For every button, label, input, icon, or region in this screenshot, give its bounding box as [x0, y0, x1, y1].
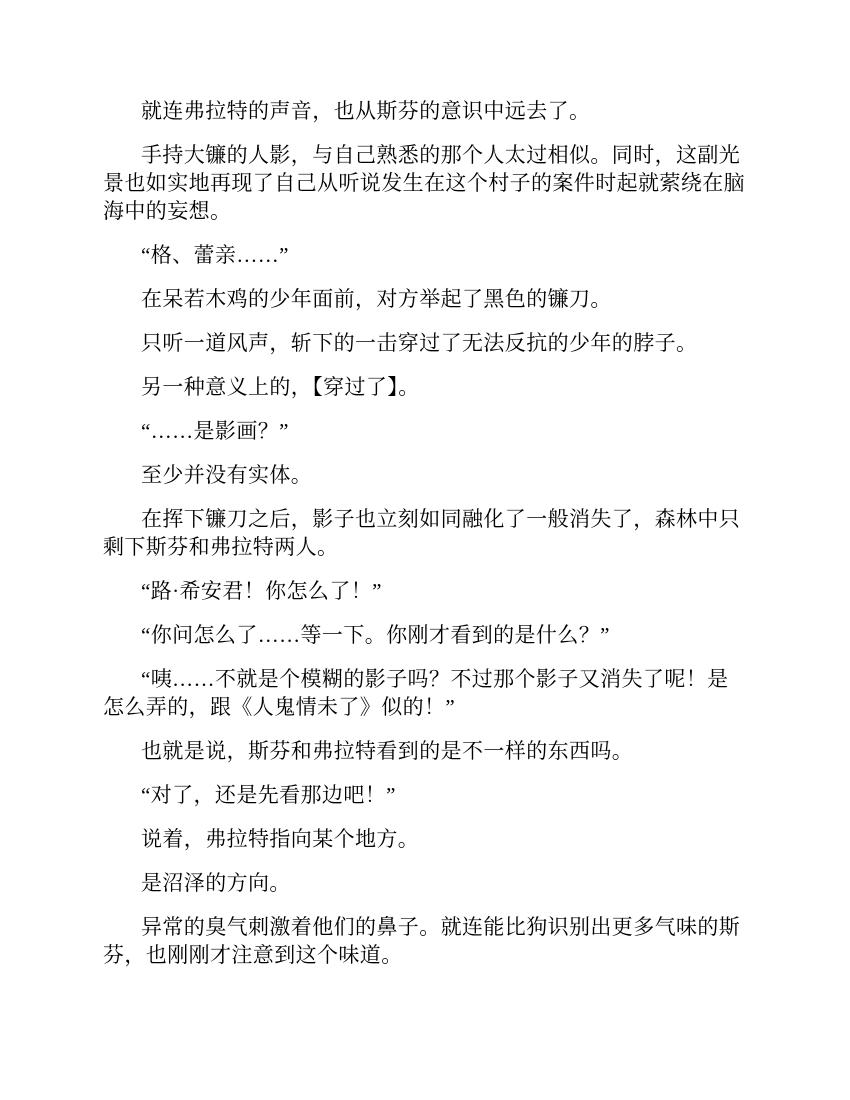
paragraph: 至少并没有实体。: [141, 463, 313, 487]
paragraph-dialogue: “咦……不就是个模糊的影子吗？不过那个影子又消失了呢！是怎么弄的，跟《人鬼情未了》似的！”: [103, 667, 729, 719]
paragraph: 只听一道风声，斩下的一击穿过了无法反抗的少年的脖子。: [141, 331, 698, 355]
paragraph: 手持大镰的人影，与自己熟悉的那个人太过相似。同时，这副光景也如实地再现了自己从听说发生在这个村子的案件时起就萦绕在脑海中的妄想。: [103, 143, 745, 223]
paragraph: 说着，弗拉特指向某个地方。: [141, 827, 420, 851]
paragraph: 异常的臭气刺激着他们的鼻子。就连能比狗识别出更多气味的斯芬，也刚刚才注意到这个味道。: [103, 915, 741, 967]
paragraph-dialogue: “对了，还是先看那边吧！”: [141, 783, 396, 807]
paragraph: 在挥下镰刀之后，影子也立刻如同融化了一般消失了，森林中只剩下斯芬和弗拉特两人。: [103, 507, 741, 559]
paragraph-dialogue: “格、蕾亲……”: [141, 243, 289, 267]
paragraph-dialogue: “你问怎么了……等一下。你刚才看到的是什么？”: [141, 623, 610, 647]
paragraph: 另一种意义上的，【穿过了】。: [141, 375, 420, 399]
document-text-block: [103, 97, 749, 969]
paragraph-dialogue: “路·希安君！你怎么了！”: [141, 579, 382, 603]
paragraph: 在呆若木鸡的少年面前，对方举起了黑色的镰刀。: [141, 287, 612, 311]
paragraph: 是沼泽的方向。: [141, 871, 291, 895]
paragraph: 就连弗拉特的声音，也从斯芬的意识中远去了。: [141, 99, 591, 123]
paragraph-dialogue: “……是影画？”: [141, 419, 289, 443]
paragraph: 也就是说，斯芬和弗拉特看到的是不一样的东西吗。: [141, 739, 634, 763]
